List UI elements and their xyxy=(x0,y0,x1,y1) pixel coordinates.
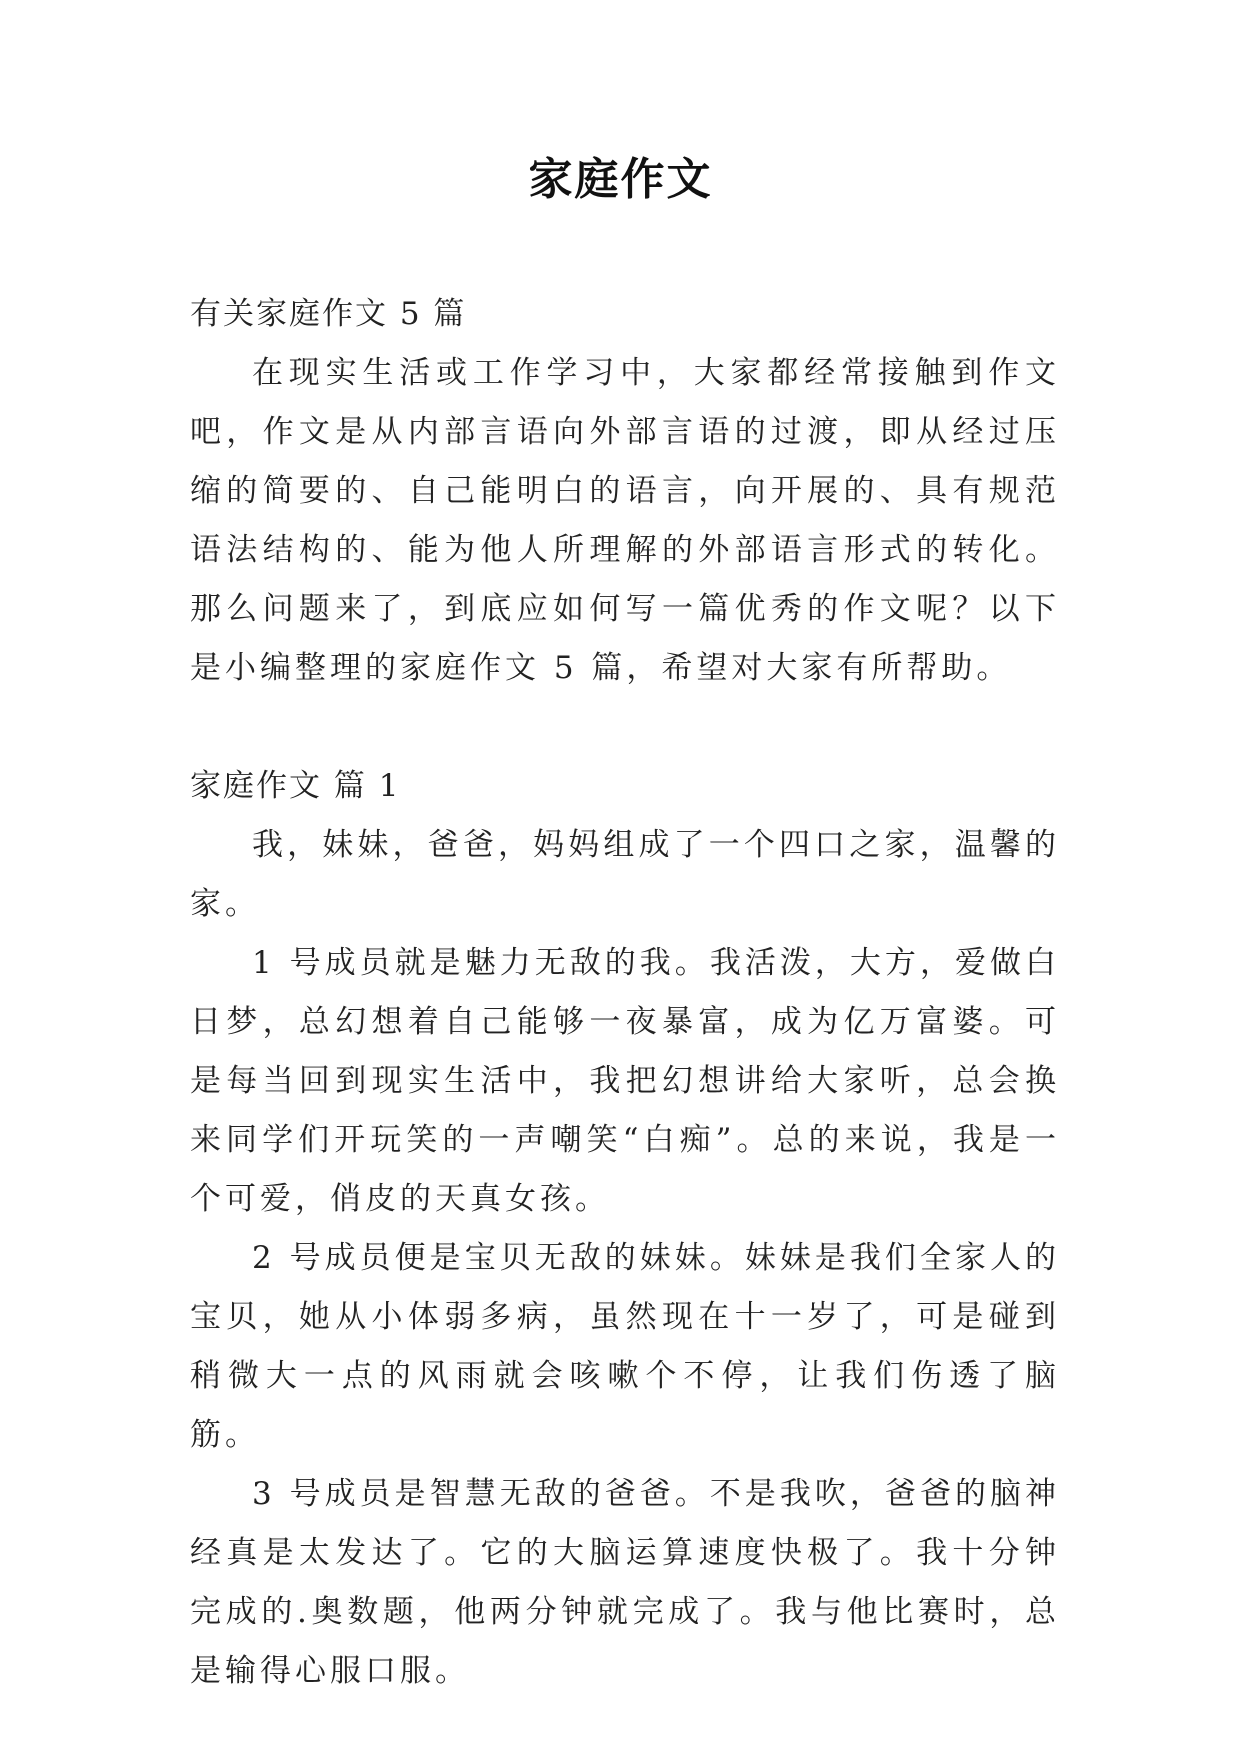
essay-1-heading: 家庭作文 篇 1 xyxy=(190,768,401,804)
essay-1-paragraph-2: 1 号成员就是魅力无敌的我。我活泼，大方，爱做白日梦，总幻想着自己能够一夜暴富，成为亿万富婆。可是每当回到现实生活中，我把幻想讲给大家听，总会换来同学们开玩笑的一声嘲笑“白痴”。总的来说，我是一个可爱，俏皮的天真女孩。 xyxy=(190,945,1060,1217)
section-spacer xyxy=(190,698,1060,757)
intro-heading: 有关家庭作文 5 篇 xyxy=(190,296,467,332)
intro-paragraph: 在现实生活或工作学习中，大家都经常接触到作文吧，作文是从内部言语向外部言语的过渡，即从经过压缩的简要的、自己能明白的语言，向开展的、具有规范语法结构的、能为他人所理解的外部语言形式的转化。那么问题来了，到底应如何写一篇优秀的作文呢？以下是小编整理的家庭作文 5 篇，希望对大家有所帮助。 xyxy=(190,355,1060,686)
essay-1-paragraph-4: 3 号成员是智慧无敌的爸爸。不是我吹，爸爸的脑神经真是太发达了。它的大脑运算速度快极了。我十分钟完成的.奥数题，他两分钟就完成了。我与他比赛时，总是输得心服口服。 xyxy=(190,1476,1060,1689)
document-title: 家庭作文 xyxy=(528,154,713,205)
document-body xyxy=(190,285,1060,1701)
essay-1-paragraph-3: 2 号成员便是宝贝无敌的妹妹。妹妹是我们全家人的宝贝，她从小体弱多病，虽然现在十一岁了，可是碰到稍微大一点的风雨就会咳嗽个不停，让我们伤透了脑筋。 xyxy=(190,1240,1060,1453)
essay-1-paragraph-1: 我，妹妹，爸爸，妈妈组成了一个四口之家，温馨的家。 xyxy=(190,827,1060,922)
